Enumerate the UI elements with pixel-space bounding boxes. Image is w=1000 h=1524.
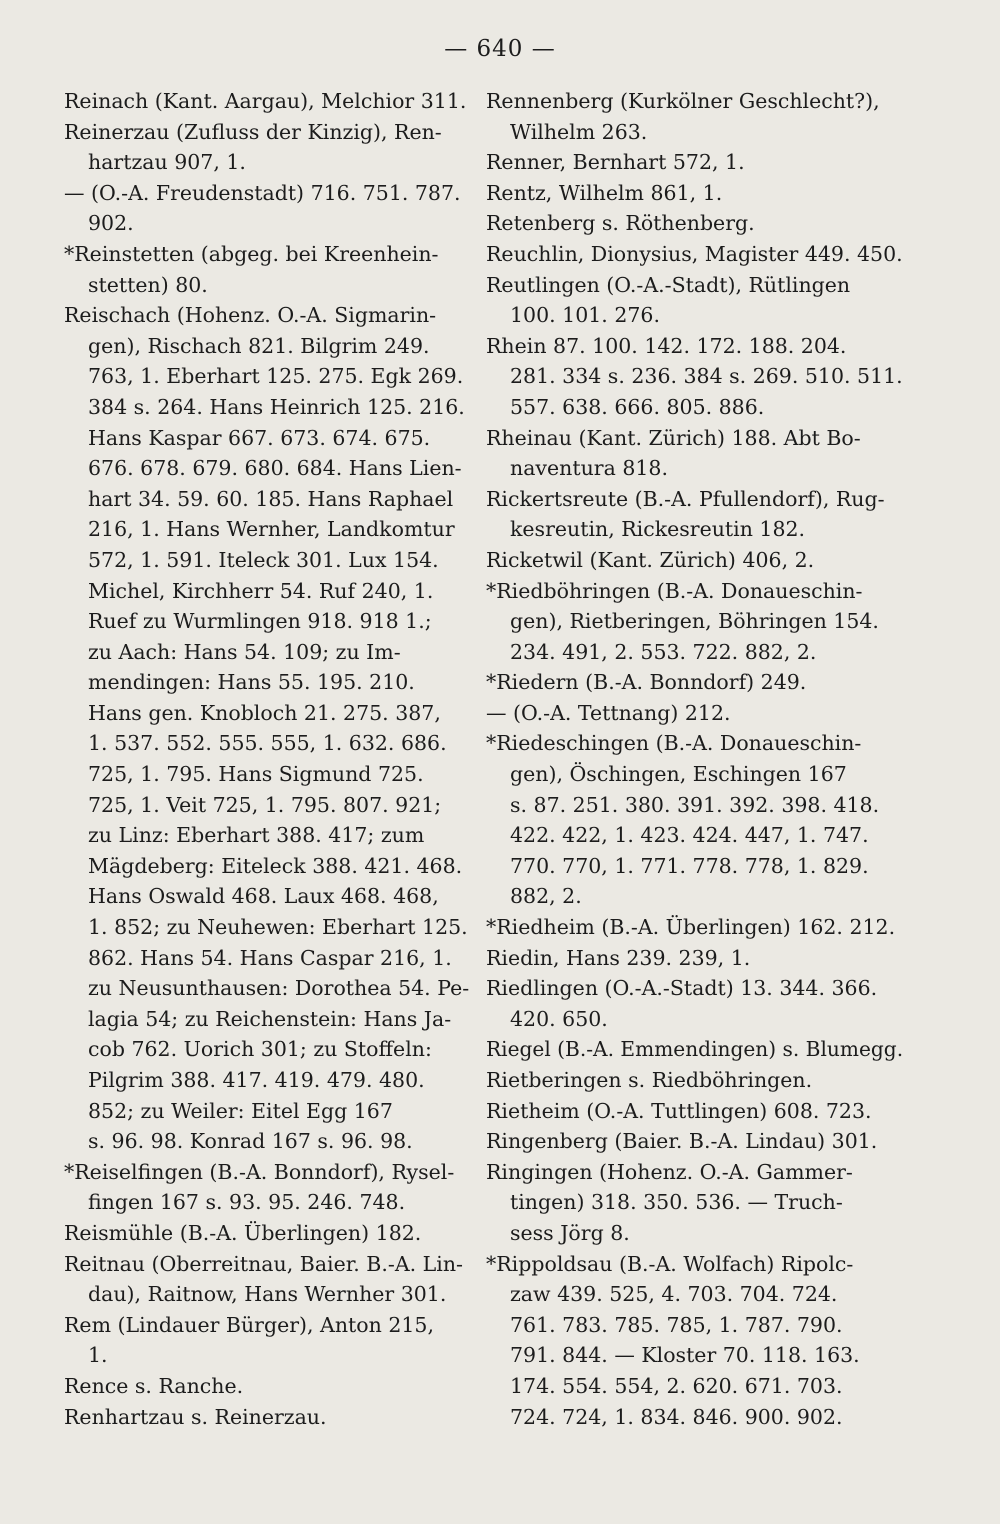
index-entry-continuation-line: lagia 54; zu Reichenstein: Hans Ja-	[88, 1006, 452, 1031]
index-entry-continuation-line: 902.	[88, 211, 134, 236]
index-entry-continuation-line: fingen 167 s. 93. 95. 246. 748.	[88, 1190, 406, 1215]
index-entry-line: *Reiselfingen (B.-A. Bonndorf), Rysel-	[64, 1159, 455, 1184]
index-entry-continuation-line: Wilhelm 263.	[510, 119, 648, 144]
index-entry-line: Reuchlin, Dionysius, Magister 449. 450.	[486, 241, 903, 266]
index-entry-continuation-line: s. 96. 98. Konrad 167 s. 96. 98.	[88, 1129, 413, 1154]
index-entry-continuation-line: Hans gen. Knobloch 21. 275. 387,	[88, 700, 441, 725]
index-entry-continuation-line: zu Neusunthausen: Dorothea 54. Pe-	[88, 976, 470, 1001]
index-entry-continuation-line: 1. 852; zu Neuhewen: Eberhart 125.	[88, 915, 468, 940]
index-entry-line: Rem (Lindauer Bürger), Anton 215,	[64, 1312, 434, 1337]
index-entry-line: Reischach (Hohenz. O.-A. Sigmarin-	[64, 303, 437, 328]
index-entry-continuation-line: 422. 422, 1. 423. 424. 447, 1. 747.	[510, 823, 869, 848]
index-entry-line: Riegel (B.-A. Emmendingen) s. Blumegg.	[486, 1037, 904, 1062]
index-entry-continuation-line: 420. 650.	[510, 1006, 608, 1031]
index-entry-continuation-line: 725, 1. 795. Hans Sigmund 725.	[88, 762, 424, 787]
index-entry-continuation-line: 216, 1. Hans Wernher, Landkomtur	[88, 517, 455, 542]
index-entry-continuation-line: naventura 818.	[510, 456, 668, 481]
index-entry-continuation-line: s. 87. 251. 380. 391. 392. 398. 418.	[510, 792, 880, 817]
index-entry-line: *Riedböhringen (B.-A. Donaueschin-	[486, 578, 863, 603]
index-entry-line: — (O.-A. Freudenstadt) 716. 751. 787.	[64, 180, 461, 205]
index-entry-continuation-line: mendingen: Hans 55. 195. 210.	[88, 670, 415, 695]
index-entry-line: *Riedheim (B.-A. Überlingen) 162. 212.	[486, 915, 896, 940]
index-entry-continuation-line: cob 762. Uorich 301; zu Stoffeln:	[88, 1037, 432, 1062]
index-entry-line: Rence s. Ranche.	[64, 1373, 244, 1398]
index-entry-continuation-line: 852; zu Weiler: Eitel Egg 167	[88, 1098, 393, 1123]
index-entry-continuation-line: 761. 783. 785. 785, 1. 787. 790.	[510, 1312, 843, 1337]
index-entry-continuation-line: 882, 2.	[510, 884, 582, 909]
index-entry-line: *Riedeschingen (B.-A. Donaueschin-	[486, 731, 862, 756]
index-entry-continuation-line: 791. 844. — Kloster 70. 118. 163.	[510, 1343, 860, 1368]
index-entry-line: Reutlingen (O.-A.-Stadt), Rütlingen	[486, 272, 851, 297]
index-entry-line: Riedin, Hans 239. 239, 1.	[486, 945, 751, 970]
index-entry-continuation-line: Mägdeberg: Eiteleck 388. 421. 468.	[88, 853, 463, 878]
index-entry-continuation-line: zu Aach: Hans 54. 109; zu Im-	[88, 639, 401, 664]
index-entry-continuation-line: 557. 638. 666. 805. 886.	[510, 394, 765, 419]
index-entry-continuation-line: 724. 724, 1. 834. 846. 900. 902.	[510, 1404, 843, 1429]
index-column-left	[64, 86, 476, 1432]
index-entry-continuation-line: 1. 537. 552. 555. 555, 1. 632. 686.	[88, 731, 447, 756]
index-entry-continuation-line: Ruef zu Wurmlingen 918. 918 1.;	[88, 609, 432, 634]
index-entry-continuation-line: 862. Hans 54. Hans Caspar 216, 1.	[88, 945, 452, 970]
index-entry-line: Reinach (Kant. Aargau), Melchior 311.	[64, 89, 467, 113]
index-entry-line: *Riedern (B.-A. Bonndorf) 249.	[486, 670, 807, 695]
index-entry-continuation-line: 281. 334 s. 236. 384 s. 269. 510. 511.	[510, 364, 903, 389]
index-entry-line: Rentz, Wilhelm 861, 1.	[486, 180, 723, 205]
index-entry-continuation-line: zu Linz: Eberhart 388. 417; zum	[88, 823, 425, 848]
index-entry-continuation-line: 676. 678. 679. 680. 684. Hans Lien-	[88, 456, 462, 481]
index-entry-continuation-line: gen), Rietberingen, Böhringen 154.	[510, 609, 879, 634]
index-entry-continuation-line: Michel, Kirchherr 54. Ruf 240, 1.	[88, 578, 434, 603]
index-entry-continuation-line: hart 34. 59. 60. 185. Hans Raphael	[88, 486, 454, 511]
index-entry-continuation-line: gen), Rischach 821. Bilgrim 249.	[88, 333, 430, 358]
index-entry-continuation-line: Hans Kaspar 667. 673. 674. 675.	[88, 425, 431, 450]
index-entry-continuation-line: zaw 439. 525, 4. 703. 704. 724.	[510, 1282, 838, 1307]
index-entry-continuation-line: stetten) 80.	[88, 272, 208, 297]
index-entry-line: Retenberg s. Röthenberg.	[486, 211, 755, 236]
index-entry-line: Reitnau (Oberreitnau, Baier. B.-A. Lin-	[64, 1251, 463, 1276]
index-entry-continuation-line: Pilgrim 388. 417. 419. 479. 480.	[88, 1068, 425, 1092]
index-entry-continuation-line: tingen) 318. 350. 536. — Truch-	[510, 1190, 843, 1215]
page-number: — 640 —	[444, 36, 556, 62]
index-entry-line: *Rippoldsau (B.-A. Wolfach) Ripolc-	[486, 1251, 854, 1276]
index-entry-continuation-line: 174. 554. 554, 2. 620. 671. 703.	[510, 1373, 843, 1398]
index-entry-continuation-line: 770. 770, 1. 771. 778. 778, 1. 829.	[510, 853, 869, 878]
index-entry-continuation-line: Hans Oswald 468. Laux 468. 468,	[88, 884, 439, 909]
index-entry-line: Ringingen (Hohenz. O.-A. Gammer-	[486, 1159, 853, 1184]
index-entry-continuation-line: 763, 1. Eberhart 125. 275. Egk 269.	[88, 364, 464, 389]
index-entry-line: Riedlingen (O.-A.-Stadt) 13. 344. 366.	[486, 976, 878, 1001]
index-entry-line: Ricketwil (Kant. Zürich) 406, 2.	[486, 547, 815, 572]
index-entry-continuation-line: 100. 101. 276.	[510, 303, 660, 328]
index-entry-line: Rietheim (O.-A. Tuttlingen) 608. 723.	[486, 1098, 872, 1123]
index-entry-continuation-line: 572, 1. 591. Iteleck 301. Lux 154.	[88, 547, 439, 572]
index-entry-continuation-line: 725, 1. Veit 725, 1. 795. 807. 921;	[88, 792, 442, 817]
index-column-right	[486, 86, 908, 1432]
index-entry-line: Rennenberg (Kurkölner Geschlecht?),	[486, 89, 880, 113]
index-entry-continuation-line: kesreutin, Rickesreutin 182.	[510, 517, 806, 542]
index-entry-line: Rheinau (Kant. Zürich) 188. Abt Bo-	[486, 425, 861, 450]
index-entry-continuation-line: 234. 491, 2. 553. 722. 882, 2.	[510, 639, 817, 664]
index-entry-line: Rickertsreute (B.-A. Pfullendorf), Rug-	[486, 486, 885, 511]
index-entry-line: Renhartzau s. Reinerzau.	[64, 1404, 327, 1429]
index-entry-line: Rietberingen s. Riedböhringen.	[486, 1068, 813, 1092]
index-entry-continuation-line: gen), Öschingen, Eschingen 167	[510, 762, 847, 787]
index-entry-continuation-line: 1.	[88, 1343, 108, 1368]
index-entry-continuation-line: 384 s. 264. Hans Heinrich 125. 216.	[88, 394, 465, 419]
index-entry-line: Ringenberg (Baier. B.-A. Lindau) 301.	[486, 1129, 878, 1154]
index-entry-line: *Reinstetten (abgeg. bei Kreenhein-	[64, 241, 439, 266]
index-entry-line: Renner, Bernhart 572, 1.	[486, 150, 745, 175]
index-entry-line: Reinerzau (Zufluss der Kinzig), Ren-	[64, 119, 442, 144]
index-entry-line: Reismühle (B.-A. Überlingen) 182.	[64, 1220, 422, 1245]
index-entry-line: Rhein 87. 100. 142. 172. 188. 204.	[486, 333, 847, 358]
index-entry-line: — (O.-A. Tettnang) 212.	[486, 700, 731, 725]
index-entry-continuation-line: sess Jörg 8.	[510, 1220, 630, 1245]
index-entry-continuation-line: dau), Raitnow, Hans Wernher 301.	[88, 1282, 447, 1307]
index-entry-continuation-line: hartzau 907, 1.	[88, 150, 246, 175]
